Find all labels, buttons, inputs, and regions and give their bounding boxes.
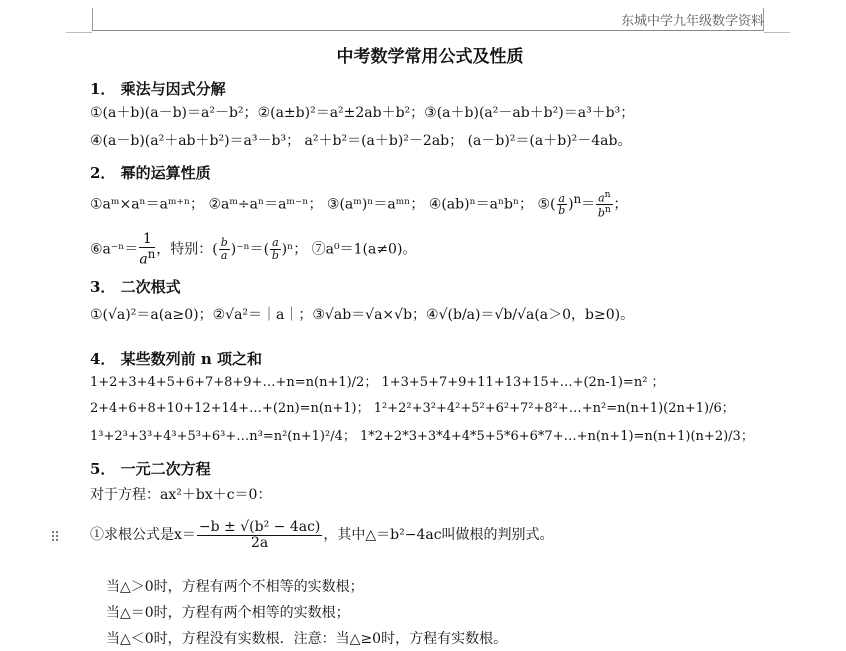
formula-text: ①aᵐ×aⁿ＝aᵐ⁺ⁿ； ②aᵐ÷aⁿ＝aᵐ⁻ⁿ； ③(aᵐ)ⁿ＝aᵐⁿ； ④(ab)ⁿ＝aⁿbⁿ； ⑤(: [90, 196, 556, 213]
drag-handle-icon[interactable]: ⠿: [50, 530, 59, 546]
formula-line: ①aᵐ×aⁿ＝aᵐ⁺ⁿ； ②aᵐ÷aⁿ＝aᵐ⁻ⁿ； ③(aᵐ)ⁿ＝aᵐⁿ； ④(ab)ⁿ＝aⁿbⁿ； ⑤( $\frac{a}{b}$ )$^n$＝ $\frac{a^n}{b^n}$ ；: [90, 189, 628, 220]
formula-text: ，特别：(: [156, 241, 218, 258]
fraction-denominator: 2a: [251, 534, 269, 551]
page-header-area: [0, 0, 846, 34]
formula-text: ⑥a⁻ⁿ＝: [90, 241, 139, 258]
fraction: $\frac{a^n}{b^n}$: [597, 189, 611, 220]
formula-text: ①(a＋b)(a－b)＝a²－b²；: [90, 105, 258, 121]
page-header-text: 东城中学九年级数学资料: [620, 14, 764, 29]
formula-text: )⁻ⁿ＝(: [230, 241, 270, 258]
formula-line: ④(a－b)(a²＋ab＋b²)＝a³－b³； a²＋b²＝(a＋b)²－2ab； (a－b)²＝(a＋b)²－4ab。: [90, 133, 632, 149]
page-title: 中考数学常用公式及性质: [336, 47, 524, 67]
fraction: $\frac{b}{a}$: [220, 236, 228, 263]
paragraph: 当△＜0时，方程没有实数根．注意：当△≥0时，方程有实数根。: [106, 631, 508, 647]
paragraph: 当△＞0时，方程有两个不相等的实数根；: [106, 579, 364, 595]
paragraph: 对于方程：ax²＋bx＋c＝0：: [90, 487, 272, 503]
formula-line: 1+2+3+4+5+6+7+8+9+…+n=n(n+1)/2； 1+3+5+7+9+11+13+15+…+(2n-1)=n² ；: [90, 375, 665, 390]
section-heading: 4． 某些数列前 n 项之和: [90, 350, 263, 368]
fraction: $\frac{1}{a^n}$: [139, 231, 156, 268]
section-heading: 1． 乘法与因式分解: [90, 80, 226, 98]
section-heading: 5． 一元二次方程: [90, 460, 211, 478]
fraction: $\frac{a}{b}$: [558, 191, 566, 218]
formula-line: [90, 520, 554, 550]
formula-text: ③(a＋b)(a²－ab＋b²)＝a³＋b³；: [424, 105, 635, 121]
fraction-numerator: −b ± √(b² − 4ac): [198, 519, 321, 535]
formula-line: ①(√a)²＝a(a≥0)；②√a²＝｜a｜；③√ab＝√a×√b；④√(b/a)＝√b/√a(a＞0，b≥0)。: [90, 307, 635, 323]
fraction: $\frac{a}{b}$: [271, 236, 279, 263]
formula-line: [90, 232, 416, 267]
margin-corner-right: [764, 32, 790, 33]
margin-corner-left: [66, 32, 92, 33]
formula-line: 2+4+6+8+10+12+14+…+(2n)=n(n+1)； 1²+2²+3²+4²+5²+6²+7²+8²+…+n²=n(n+1)(2n+1)/6；: [90, 401, 735, 416]
formula-text: ，其中△＝b²−4ac叫做根的判别式。: [323, 527, 554, 544]
header-rule: [92, 30, 764, 31]
formula-text: )ⁿ； ⑦a⁰＝1(a≠0)。: [281, 241, 417, 258]
quadratic-formula-fraction: [197, 520, 322, 550]
section-heading: 2． 幂的运算性质: [90, 164, 211, 182]
formula-text: ②(a±b)²＝a²±2ab＋b²；: [257, 105, 425, 121]
header-margin-mark-left: [92, 8, 93, 30]
formula-line: 1³+2³+3³+4³+5³+6³+…n³=n²(n+1)²/4； 1*2+2*3+3*4+4*5+5*6+6*7+…+n(n+1)=n(n+1)(n+2)/3；: [90, 429, 754, 444]
section-heading: 3． 二次根式: [90, 278, 181, 296]
formula-line: [90, 106, 634, 121]
formula-text: ①求根公式是x＝: [90, 527, 196, 544]
paragraph: 当△＝0时，方程有两个相等的实数根；: [106, 605, 350, 621]
